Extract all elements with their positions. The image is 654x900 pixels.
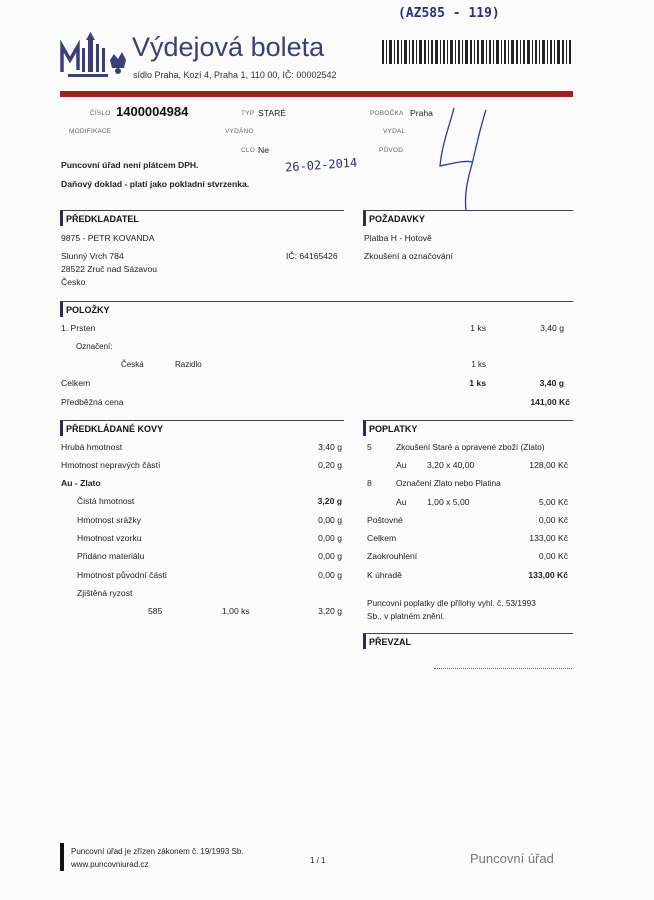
oznaceni-label: Označení: <box>76 342 113 351</box>
hallmark-country: Česká <box>121 360 144 369</box>
submitter-street: Slunný Vrch 784 <box>61 251 124 261</box>
barcode <box>382 40 572 64</box>
predkladatel-bar <box>60 211 63 226</box>
fee-2-description: Označení Zlato nebo Platina <box>396 478 501 488</box>
requested-service: Zkoušení a označování <box>364 251 453 261</box>
poplatky-bar <box>363 421 366 436</box>
sample-weight-value: 0,00 g <box>318 533 342 543</box>
vydal-label: VYDAL <box>383 128 406 135</box>
fee-2-calculation: 1,00 x 5,00 <box>427 497 470 507</box>
item-quantity: 1 ks <box>470 323 486 333</box>
page-number: 1 / 1 <box>310 856 326 865</box>
pozadavky-rule <box>363 210 573 211</box>
document-title: Výdejová boleta <box>132 32 325 62</box>
gross-weight-label: Hrubá hmotnost <box>61 442 123 452</box>
prevzal-rule <box>363 633 573 634</box>
polozky-bar <box>60 302 63 317</box>
poplatky-heading: POPLATKY <box>369 424 418 434</box>
fee-2-amount: 5,00 Kč <box>538 497 568 507</box>
items-total-quantity: 1 ks <box>469 378 486 388</box>
footer-bar <box>60 843 64 871</box>
postage-label: Poštovné <box>367 515 403 525</box>
kovy-rule <box>60 420 344 421</box>
original-part-label: Hmotnost původní části <box>77 570 167 580</box>
predkladatel-rule <box>60 210 344 211</box>
fee-note-line-2: Sb., v platném znění. <box>367 611 445 621</box>
poplatky-rule <box>363 420 573 421</box>
hallmark-type: Razidlo <box>175 360 202 369</box>
prevzal-heading: PŘEVZAL <box>369 637 412 647</box>
net-weight-value: 3,20 g <box>317 496 342 506</box>
typ-value: STARÉ <box>258 108 287 118</box>
fineness-value: 585 <box>148 606 163 616</box>
sample-weight-label: Hmotnost vzorku <box>77 533 142 543</box>
vydano-label: VYDÁNO <box>225 128 254 135</box>
clo-value: Ne <box>258 145 269 155</box>
submitter-country: Česko <box>61 277 86 287</box>
fee-2-number: 8 <box>367 478 372 488</box>
polozky-rule <box>60 301 573 302</box>
amount-due-label: K úhradě <box>367 570 402 580</box>
rounding-label: Zaokrouhlení <box>367 551 418 561</box>
tax-document-notice: Daňový doklad - platí jako pokladní stvrzenka. <box>61 179 250 189</box>
fee-1-calculation: 3,20 x 40,00 <box>427 460 475 470</box>
fee-1-number: 5 <box>367 442 372 452</box>
issuer-address: sídlo Praha, Kozí 4, Praha 1, 110 00, IČ: 00002542 <box>133 70 337 80</box>
clo-label: CLO <box>241 147 255 154</box>
cislo-label: ČÍSLO <box>90 110 111 117</box>
hallmark-quantity: 1 ks <box>471 360 486 369</box>
punc-logo-icon <box>58 30 130 80</box>
net-weight-label: Čistá hmotnost <box>77 496 135 506</box>
estimated-price: 141,00 Kč <box>530 397 570 407</box>
gross-weight-value: 3,40 g <box>318 442 342 452</box>
polozky-heading: POLOŽKY <box>66 305 110 315</box>
footer-law: Puncovní úřad je zřízen zákonem č. 19/1993 Sb. <box>71 847 244 856</box>
handwritten-date: 26-02-2014 <box>284 155 358 175</box>
fineness-weight: 3,20 g <box>318 606 342 616</box>
fee-2-metal: Au <box>396 497 407 507</box>
header-divider <box>60 91 573 97</box>
fees-total-value: 133,00 Kč <box>529 533 568 543</box>
items-total-label: Celkem <box>61 378 91 388</box>
footer-website: www.puncovniurad.cz <box>71 860 149 869</box>
modifikace-label: MODIFIKACE <box>69 128 112 135</box>
items-total-weight: 3,40 g <box>539 378 564 388</box>
kovy-bar <box>60 421 63 436</box>
fee-1-description: Zkoušení Staré a opravené zboží (Zlato) <box>396 442 545 452</box>
fee-1-amount: 128,00 Kč <box>529 460 568 470</box>
pobocka-value: Praha <box>410 108 433 118</box>
fineness-label: Zjištěná ryzost <box>77 588 133 598</box>
kovy-heading: PŘEDKLÁDANÉ KOVY <box>66 424 164 434</box>
metal-name: Au - Zlato <box>61 478 101 488</box>
prevzal-bar <box>363 634 366 649</box>
rounding-value: 0,00 Kč <box>538 551 568 561</box>
fineness-quantity: 1,00 ks <box>222 606 250 616</box>
typ-label: TYP <box>241 110 255 117</box>
pobocka-label: POBOČKA <box>370 110 404 117</box>
amount-due-value: 133,00 Kč <box>528 570 568 580</box>
false-parts-label: Hmotnost nepravých částí <box>61 460 161 470</box>
submitter-ic: IČ: 64165426 <box>286 251 338 261</box>
deduction-value: 0,00 g <box>318 515 342 525</box>
added-material-label: Přidáno materiálu <box>77 551 145 561</box>
estimated-price-label: Předběžná cena <box>61 397 124 407</box>
payment-method: Platba H - Hotově <box>364 233 432 243</box>
submitter-city: 28522 Zruč nad Sázavou <box>61 264 158 274</box>
item-weight: 3,40 g <box>540 323 564 333</box>
fee-1-metal: Au <box>396 460 407 470</box>
signature-line <box>434 668 572 669</box>
vat-notice: Puncovní úřad není plátcem DPH. <box>61 160 199 170</box>
item-name: 1. Prsten <box>61 323 96 333</box>
original-part-value: 0,00 g <box>318 570 342 580</box>
fee-note-line-1: Puncovní poplatky dle přílohy vyhl. č. 53/1993 <box>367 598 536 608</box>
postage-value: 0,00 Kč <box>538 515 568 525</box>
handwritten-reference: (AZ585 - 119) <box>398 6 500 21</box>
puvod-label: PŮVOD <box>379 147 404 154</box>
predkladatel-heading: PŘEDKLADATEL <box>66 214 139 224</box>
pozadavky-heading: POŽADAVKY <box>369 214 425 224</box>
submitter-name: 9875 - PETR KOVANDA <box>61 233 155 243</box>
handwritten-signature <box>436 104 496 214</box>
false-parts-value: 0,20 g <box>318 460 342 470</box>
pozadavky-bar <box>363 211 366 226</box>
doc-number: 1400004984 <box>116 104 189 119</box>
deduction-label: Hmotnost srážky <box>77 515 141 525</box>
fees-total-label: Celkem <box>367 533 397 543</box>
added-material-value: 0,00 g <box>318 551 342 561</box>
footer-brand: Puncovní úřad <box>470 851 554 866</box>
